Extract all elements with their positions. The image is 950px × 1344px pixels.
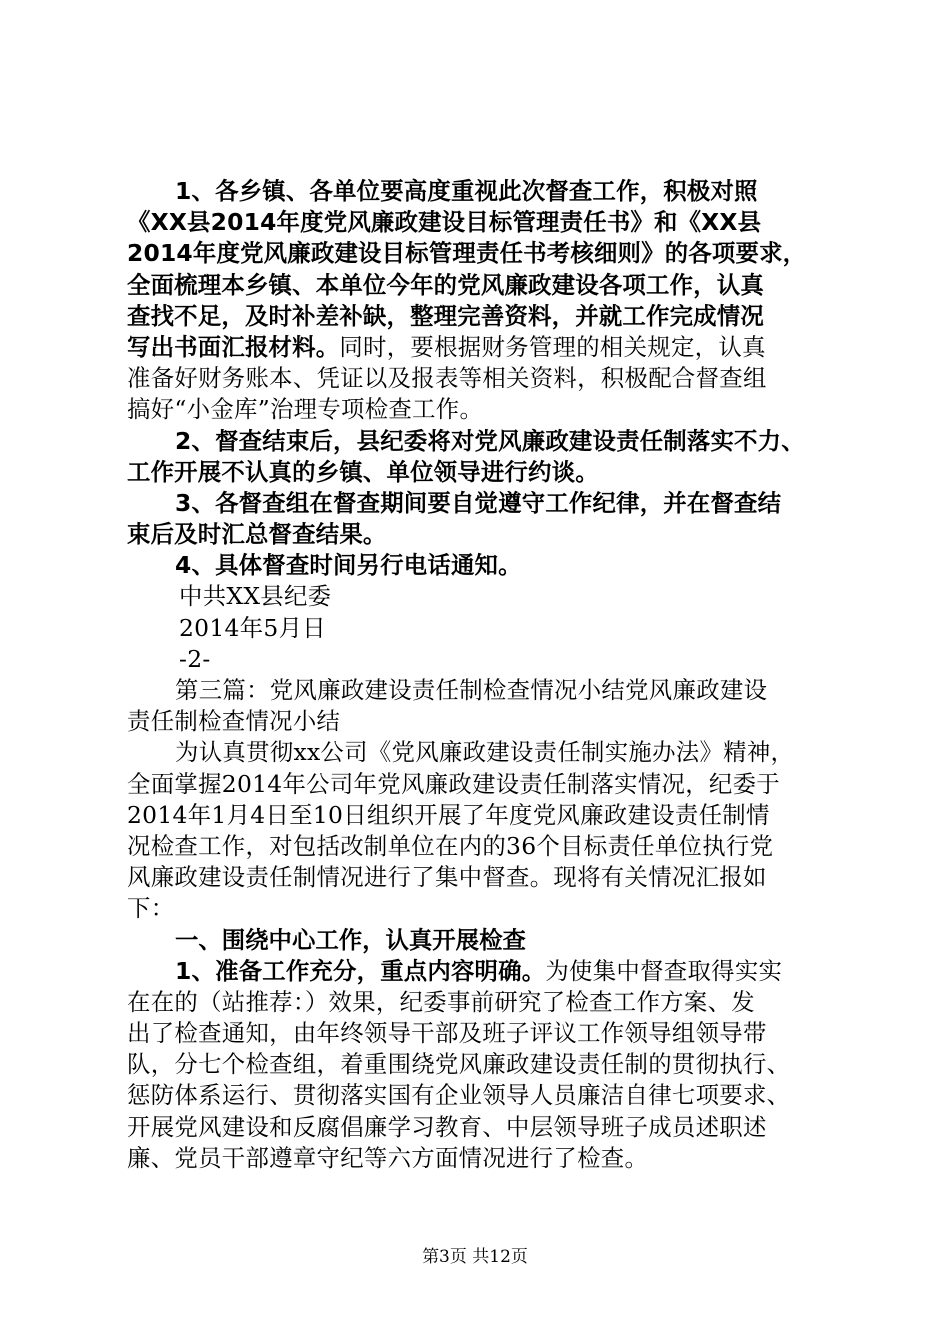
- document-line: 搞好“小金库”治理专项检查工作。: [127, 395, 484, 424]
- page-footer: 第3页 共12页: [422, 1247, 528, 1267]
- document-line: 全面梳理本乡镇、本单位今年的党风廉政建设各项工作，认真: [127, 270, 764, 299]
- document-line: 束后及时汇总督查结果。: [127, 520, 387, 549]
- document-line: 2014年5月日: [179, 613, 326, 642]
- line-normal-segment: 同时，要根据财务管理的相关规定，认真: [339, 332, 766, 361]
- document-line: 全面掌握2014年公司年党风廉政建设责任制落实情况，纪委于: [127, 769, 780, 798]
- document-line: 下：: [127, 894, 175, 923]
- document-line: 在在的（站推荐：）效果，纪委事前研究了检查工作方案、发: [127, 987, 755, 1016]
- document-line: 第三篇：党风廉政建设责任制检查情况小结党风廉政建设: [175, 676, 768, 704]
- document-line: 1、各乡镇、各单位要高度重视此次督查工作，积极对照: [175, 177, 758, 205]
- document-line: 2014年度党风廉政建设目标管理责任书考核细则》的各项要求，: [127, 239, 807, 268]
- document-line: 工作开展不认真的乡镇、单位领导进行约谈。: [127, 457, 599, 486]
- document-line: 《XX县2014年度党风廉政建设目标管理责任书》和《XX县: [127, 208, 762, 237]
- line-bold-segment: 1、准备工作充分，重点内容明确。: [175, 956, 546, 985]
- document-line: 2014年1月4日至10日组织开展了年度党风廉政建设责任制情: [127, 800, 770, 829]
- document-line: 队，分七个检查组，着重围绕党风廉政建设责任制的贯彻执行、: [127, 1050, 791, 1079]
- document-line: 中共XX县纪委: [179, 582, 332, 611]
- document-line: 风廉政建设责任制情况进行了集中督查。现将有关情况汇报如: [127, 863, 767, 892]
- document-line: 开展党风建设和反腐倡廉学习教育、中层领导班子成员述职述: [127, 1112, 767, 1141]
- document-line: 2、督查结束后，县纪委将对党风廉政建设责任制落实不力、: [175, 426, 805, 455]
- document-line: 廉、党员干部遵章守纪等六方面情况进行了检查。: [127, 1143, 649, 1172]
- document-line: 一、围绕中心工作，认真开展检查: [175, 925, 526, 954]
- document-line: [127, 956, 829, 987]
- document-line: [127, 332, 829, 363]
- document-line: 3、各督查组在督查期间要自觉遵守工作纪律，并在督查结: [175, 488, 782, 517]
- document-line: 况检查工作，对包括改制单位在内的36个目标责任单位执行党: [127, 831, 774, 860]
- document-line: -2-: [179, 644, 211, 673]
- document-body: [127, 176, 829, 1174]
- document-line: 查找不足，及时补差补缺，整理完善资料，并就工作完成情况: [127, 301, 764, 330]
- document-line: 出了检查通知，由年终领导干部及班子评议工作领导组领导带: [127, 1019, 767, 1048]
- document-line: 准备好财务账本、凭证以及报表等相关资料，积极配合督查组: [127, 364, 767, 393]
- line-bold-segment: 写出书面汇报材料。: [127, 332, 340, 361]
- document-line: 惩防体系运行、贯彻落实国有企业领导人员廉洁自律七项要求、: [127, 1081, 791, 1110]
- document-line: 为认真贯彻xx公司《党风廉政建设责任制实施办法》精神，: [175, 738, 795, 767]
- document-line: 责任制检查情况小结: [127, 707, 341, 736]
- document-line: 4、具体督查时间另行电话通知。: [175, 551, 522, 580]
- line-normal-segment: 为使集中督查取得实实: [545, 956, 783, 985]
